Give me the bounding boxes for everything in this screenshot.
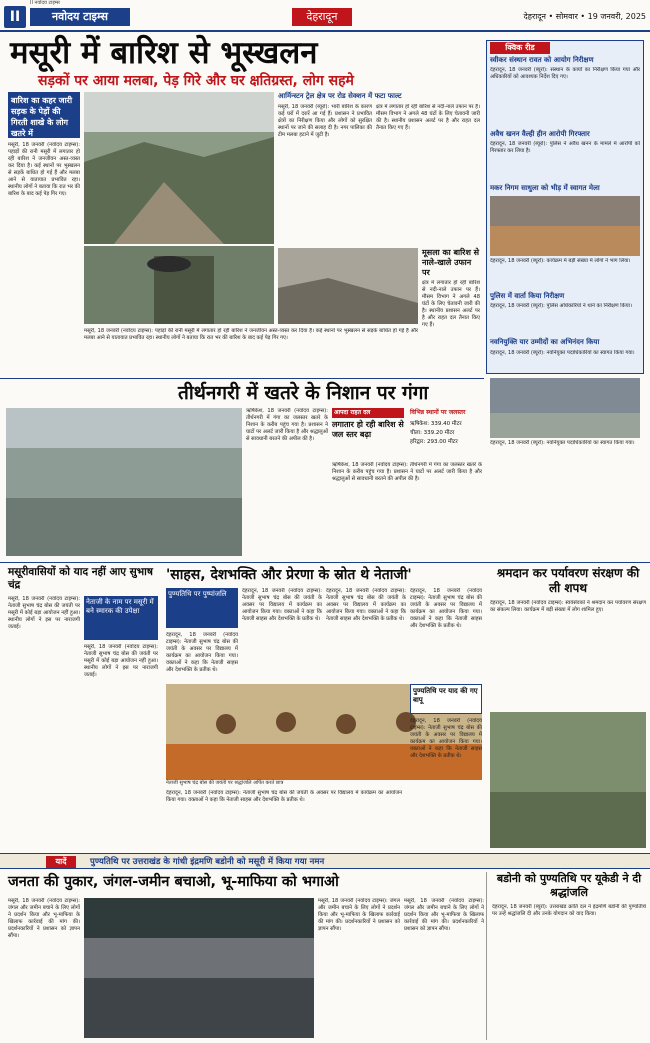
shramdan-headline: श्रमदान कर पर्यावरण संरक्षण की ली शपथ: [496, 566, 640, 595]
main-body-b: मसूरी, 18 जनवरी (ब्यूरो): भारी बारिश के कारण कई घरों में दरारें आ गई हैं। प्रशासन ने प्रभावित क्षेत्रों का निरीक्षण किया और लोगों को सुरक्षित स्थानों पर जाने की सलाह दी है। नगर पालिका की टीम मलबा हटाने में जुटी है।: [278, 104, 372, 138]
top-small-text: II नवोदय टाइम्स: [30, 0, 60, 6]
shramdan-photo: [490, 712, 646, 848]
sidebar-item-2-text: देहरादून, 18 जनवरी (ब्यूरो): पुलिस ने अवैध खनन के मामले में आरोपी को गिरफ्तार कर लिया है।: [490, 141, 640, 154]
subhash-box: नेताजी के नाम पर मसूरी में बने स्मारक की उपेक्षा: [84, 596, 158, 640]
badoni-body: देहरादून, 18 जनवरी (ब्यूरो): उत्तराखंड क्रांति दल ने इंद्रमणि बडोनी की पुण्यतिथि पर उन्हें श्रद्धांजलि दी और उनके योगदान को याद किया।: [492, 904, 646, 917]
section-divider-2: [0, 562, 650, 563]
main-subhead: सड़कों पर आया मलबा, पेड़ गिरे और घर क्षतिग्रस्त, लोग सहमे: [38, 73, 354, 89]
sidebar-item-3-text: देहरादून, 18 जनवरी (ब्यूरो): कार्यक्रम में बड़ी संख्या में लोगों ने भाग लिया।: [490, 258, 631, 264]
sidebar-item-3-head: मकर निगम साधुला को भीड़ में स्वागत मेला: [490, 184, 600, 192]
ganga-photo-art: [6, 408, 242, 556]
debris-photo: [278, 248, 418, 324]
bottom-divider: [486, 872, 487, 1040]
netaji-body-c: देहरादून, 18 जनवरी (नवोदय टाइम्स): नेताजी सुभाष चंद्र बोस की जयंती के अवसर पर विद्यालय में कार्यक्रम का आयोजन किया गया। वक्ताओं ने कहा कि नेताजी साहस और देशभक्ति के प्रतीक थे।: [326, 588, 406, 622]
ganga-box-text: लगातार हो रही बारिश से जल स्तर बढ़ा: [332, 420, 404, 439]
ganga-stat-2: हरिद्वार: 293.00 मीटर: [410, 439, 458, 445]
netaji-box: पुण्यतिथि पर पुष्पांजलि: [166, 588, 238, 628]
ganga-photo: [6, 408, 242, 556]
shramdan-photo-art: [490, 712, 646, 848]
protest-photo: [84, 898, 314, 1038]
sidebar-extra-text: देहरादून, 18 जनवरी (ब्यूरो): नवनियुक्त पदाधिकारियों का स्वागत किया गया।: [490, 440, 635, 446]
ganga-box-title: आपदा राहत दल: [332, 408, 404, 418]
sidebar-item-1-text: देहरादून, 18 जनवरी (ब्यूरो): संस्थान के कार्यों का निरीक्षण किया गया और अधिकारियों को आवश्यक निर्देश दिए गए।: [490, 67, 640, 80]
netaji-side-head: पुण्यतिथि पर याद की गए बापू: [410, 684, 482, 714]
main-body-a: मसूरी, 18 जनवरी (नवोदय टाइम्स): पहाड़ों की रानी मसूरी में लगातार हो रही बारिश ने जनजीवन अस्त-व्यस्त कर दिया है। कई स्थानों पर भूस्खलन से सड़कें बाधित हो गई हैं और मलबा आने से यातायात प्रभावित रहा। स्थानीय लोगों ने बताया कि रात भर की बारिश के बाद कई पेड़ गिर गए।: [8, 142, 80, 197]
netaji-body-e: देहरादून, 18 जनवरी (नवोदय टाइम्स): नेताजी सुभाष चंद्र बोस की जयंती के अवसर पर विद्यालय में कार्यक्रम का आयोजन किया गया। वक्ताओं ने कहा कि नेताजी साहस और देशभक्ति के प्रतीक थे।: [166, 790, 402, 803]
landslide-photo-art: [84, 92, 274, 244]
netaji-headline: 'साहस, देशभक्ति और प्रेरणा के स्रोत थे नेताजी': [166, 567, 412, 583]
dateline: देहरादून • सोमवार • 19 जनवरी, 2025: [523, 12, 646, 21]
shramdan-body: देहरादून, 18 जनवरी (नवोदय टाइम्स): स्वयंसेवकों ने श्रमदान कर पर्यावरण संरक्षण का संकल्प लिया। कार्यक्रम में बड़ी संख्या में लोग शामिल हुए।: [490, 600, 646, 613]
sidebar-photo-1-art: [490, 196, 640, 256]
bottom-body-a: मसूरी, 18 जनवरी (नवोदय टाइम्स): जंगल और जमीन बचाने के लिए लोगों ने प्रदर्शन किया और भू-माफिया के खिलाफ कार्रवाई की मांग की। प्रदर्शनकारियों ने प्रशासन को ज्ञापन सौंपा।: [8, 898, 80, 939]
subhash-headline: मसूरीवासियों को याद नहीं आए सुभाष चंद्र: [8, 566, 153, 591]
strip-text: पुण्यतिथि पर उत्तराखंड के गांधी इंद्रमणि बडोनी को मसूरी में किया गया नमन: [90, 857, 325, 867]
subhash-body: मसूरी, 18 जनवरी (नवोदय टाइम्स): नेताजी सुभाष चंद्र बोस की जयंती पर मसूरी में कोई बड़ा आयोजन नहीं हुआ। स्थानीय लोगों ने इस पर नाराजगी जताई।: [8, 596, 80, 630]
ganga-stat-0: ऋषिकेश: 339.40 मीटर: [410, 421, 462, 427]
ganga-stat-title: विभिन्न स्थानों पर जलस्तर: [410, 409, 466, 416]
main-body-c: क्षेत्र में लगातार हो रही बारिश से नदी-नाले उफान पर हैं। मौसम विभाग ने अगले 48 घंटों के लिए चेतावनी जारी की है। स्थानीय प्रशासन अलर्ट पर है और राहत दल तैनात किए गए हैं।: [376, 104, 480, 131]
sidebar-photo-2: [490, 378, 640, 438]
ganga-body: ऋषिकेश, 18 जनवरी (नवोदय टाइम्स): तीर्थनगरी में गंगा का जलस्तर खतरे के निशान के करीब पहुंच गया है। प्रशासन ने घाटों पर अलर्ट जारी किया है और श्रद्धालुओं से सावधानी बरतने की अपील की है।: [246, 408, 328, 442]
sidebar-item-4-head: पुलिस में वार्ता किया निरीक्षण: [490, 292, 565, 300]
sidebar-photo-2-art: [490, 378, 640, 438]
landslide-photo: [84, 92, 274, 244]
sidebar-item-4-text: देहरादून, 18 जनवरी (ब्यूरो): पुलिस अधिकारियों ने थाने का निरीक्षण किया।: [490, 303, 632, 309]
quick-read-label: क्विक रीड: [490, 42, 550, 54]
debris-photo-art: [278, 248, 418, 324]
side-caption: मूसला का बारिश से नाले-खाले उफान पर: [422, 248, 480, 277]
ganga-stat-1: चीला: 339.20 मीटर: [410, 430, 455, 436]
main-body-continued: मसूरी, 18 जनवरी (नवोदय टाइम्स): पहाड़ों की रानी मसूरी में लगातार हो रही बारिश ने जनजीवन अस्त-व्यस्त कर दिया है। कई स्थानों पर भूस्खलन से सड़कें बाधित हो गई हैं और मलबा आने से यातायात प्रभावित रहा। स्थानीय लोगों ने बताया कि रात भर की बारिश के बाद कई पेड़ गिर गए।: [84, 328, 418, 341]
sidebar-item-2-head: अवैध खनन वैल्ही हीन आरोपी गिरफ्तार: [490, 130, 590, 138]
main-headline: मसूरी में बारिश से भूस्खलन: [10, 35, 318, 71]
page-number: II: [4, 6, 26, 28]
sidebar-item-5-head: नवनियुक्ति यार उम्मीदों का अभिनंदन किया: [490, 338, 600, 346]
protest-photo-art: [84, 898, 314, 1038]
sidebar-photo-1: [490, 196, 640, 256]
sidebar-item-1-head: स्वीकर संस्थान रावत को आयोग निरीक्षण: [490, 56, 594, 64]
lead-box: बारिश का कहर जारी सड़क के पेड़ों की गिरती शाखे के लोग खतरे में: [8, 92, 80, 138]
netaji-photo-caption: नेताजी सुभाष चंद्र बोस की जयंती पर श्रद्धांजलि अर्पित करते छात्र: [166, 780, 284, 786]
netaji-body-a: देहरादून, 18 जनवरी (नवोदय टाइम्स): नेताजी सुभाष चंद्र बोस की जयंती के अवसर पर विद्यालय में कार्यक्रम का आयोजन किया गया। वक्ताओं ने कहा कि नेताजी साहस और देशभक्ति के प्रतीक थे।: [166, 632, 238, 673]
section-label: देहरादून: [292, 8, 352, 26]
inset-caption: आर्मिन्स्टन ट्रेल क्षेत्र पर रोड सेक्शन में फटा फाल्ट: [278, 92, 402, 100]
ganga-body-2: ऋषिकेश, 18 जनवरी (नवोदय टाइम्स): तीर्थनगरी में गंगा का जलस्तर खतरे के निशान के करीब पहुंच गया है। प्रशासन ने घाटों पर अलर्ट जारी किया है और श्रद्धालुओं से सावधानी बरतने की अपील की है।: [332, 462, 482, 482]
bottom-body-c: मसूरी, 18 जनवरी (नवोदय टाइम्स): जंगल और जमीन बचाने के लिए लोगों ने प्रदर्शन किया और भू-माफिया के खिलाफ कार्रवाई की मांग की। प्रदर्शनकारियों ने प्रशासन को ज्ञापन सौंपा।: [404, 898, 484, 932]
brand-name: नवोदय टाइम्स: [30, 8, 130, 26]
netaji-body-d: देहरादून, 18 जनवरी (नवोदय टाइम्स): नेताजी सुभाष चंद्र बोस की जयंती के अवसर पर विद्यालय में कार्यक्रम का आयोजन किया गया। वक्ताओं ने कहा कि नेताजी साहस और देशभक्ति के प्रतीक थे।: [410, 588, 482, 629]
bottom-headline: जनता की पुकार, जंगल-जमीन बचाओ, भू-माफिया को भगाओ: [8, 874, 339, 890]
ganga-headline: तीर्थनगरी में खतरे के निशान पर गंगा: [178, 382, 429, 404]
netaji-body-f: देहरादून, 18 जनवरी (नवोदय टाइम्स): नेताजी सुभाष चंद्र बोस की जयंती के अवसर पर विद्यालय में कार्यक्रम का आयोजन किया गया। वक्ताओं ने कहा कि नेताजी साहस और देशभक्ति के प्रतीक थे।: [410, 718, 482, 759]
section-divider: [0, 378, 484, 379]
people-umbrella-photo: [84, 246, 274, 324]
side-body: क्षेत्र में लगातार हो रही बारिश से नदी-नाले उफान पर हैं। मौसम विभाग ने अगले 48 घंटों के लिए चेतावनी जारी की है। स्थानीय प्रशासन अलर्ट पर है और राहत दल तैनात किए गए हैं।: [422, 280, 480, 328]
netaji-body-b: देहरादून, 18 जनवरी (नवोदय टाइम्स): नेताजी सुभाष चंद्र बोस की जयंती के अवसर पर विद्यालय में कार्यक्रम का आयोजन किया गया। वक्ताओं ने कहा कि नेताजी साहस और देशभक्ति के प्रतीक थे।: [242, 588, 322, 622]
sidebar-item-5-text: देहरादून, 18 जनवरी (ब्यूरो): नवनियुक्त पदाधिकारियों का स्वागत किया गया।: [490, 350, 635, 356]
umbrella-photo-art: [84, 246, 274, 324]
bottom-body-b: मसूरी, 18 जनवरी (नवोदय टाइम्स): जंगल और जमीन बचाने के लिए लोगों ने प्रदर्शन किया और भू-माफिया के खिलाफ कार्रवाई की मांग की। प्रदर्शनकारियों ने प्रशासन को ज्ञापन सौंपा।: [318, 898, 400, 932]
yaadein-label: यादें: [46, 856, 76, 868]
subhash-body-2: मसूरी, 18 जनवरी (नवोदय टाइम्स): नेताजी सुभाष चंद्र बोस की जयंती पर मसूरी में कोई बड़ा आयोजन नहीं हुआ। स्थानीय लोगों ने इस पर नाराजगी जताई।: [84, 644, 158, 678]
badoni-headline: बडोनी को पुण्यतिथि पर यूकेडी ने दी श्रद्धांजलि: [496, 872, 642, 899]
